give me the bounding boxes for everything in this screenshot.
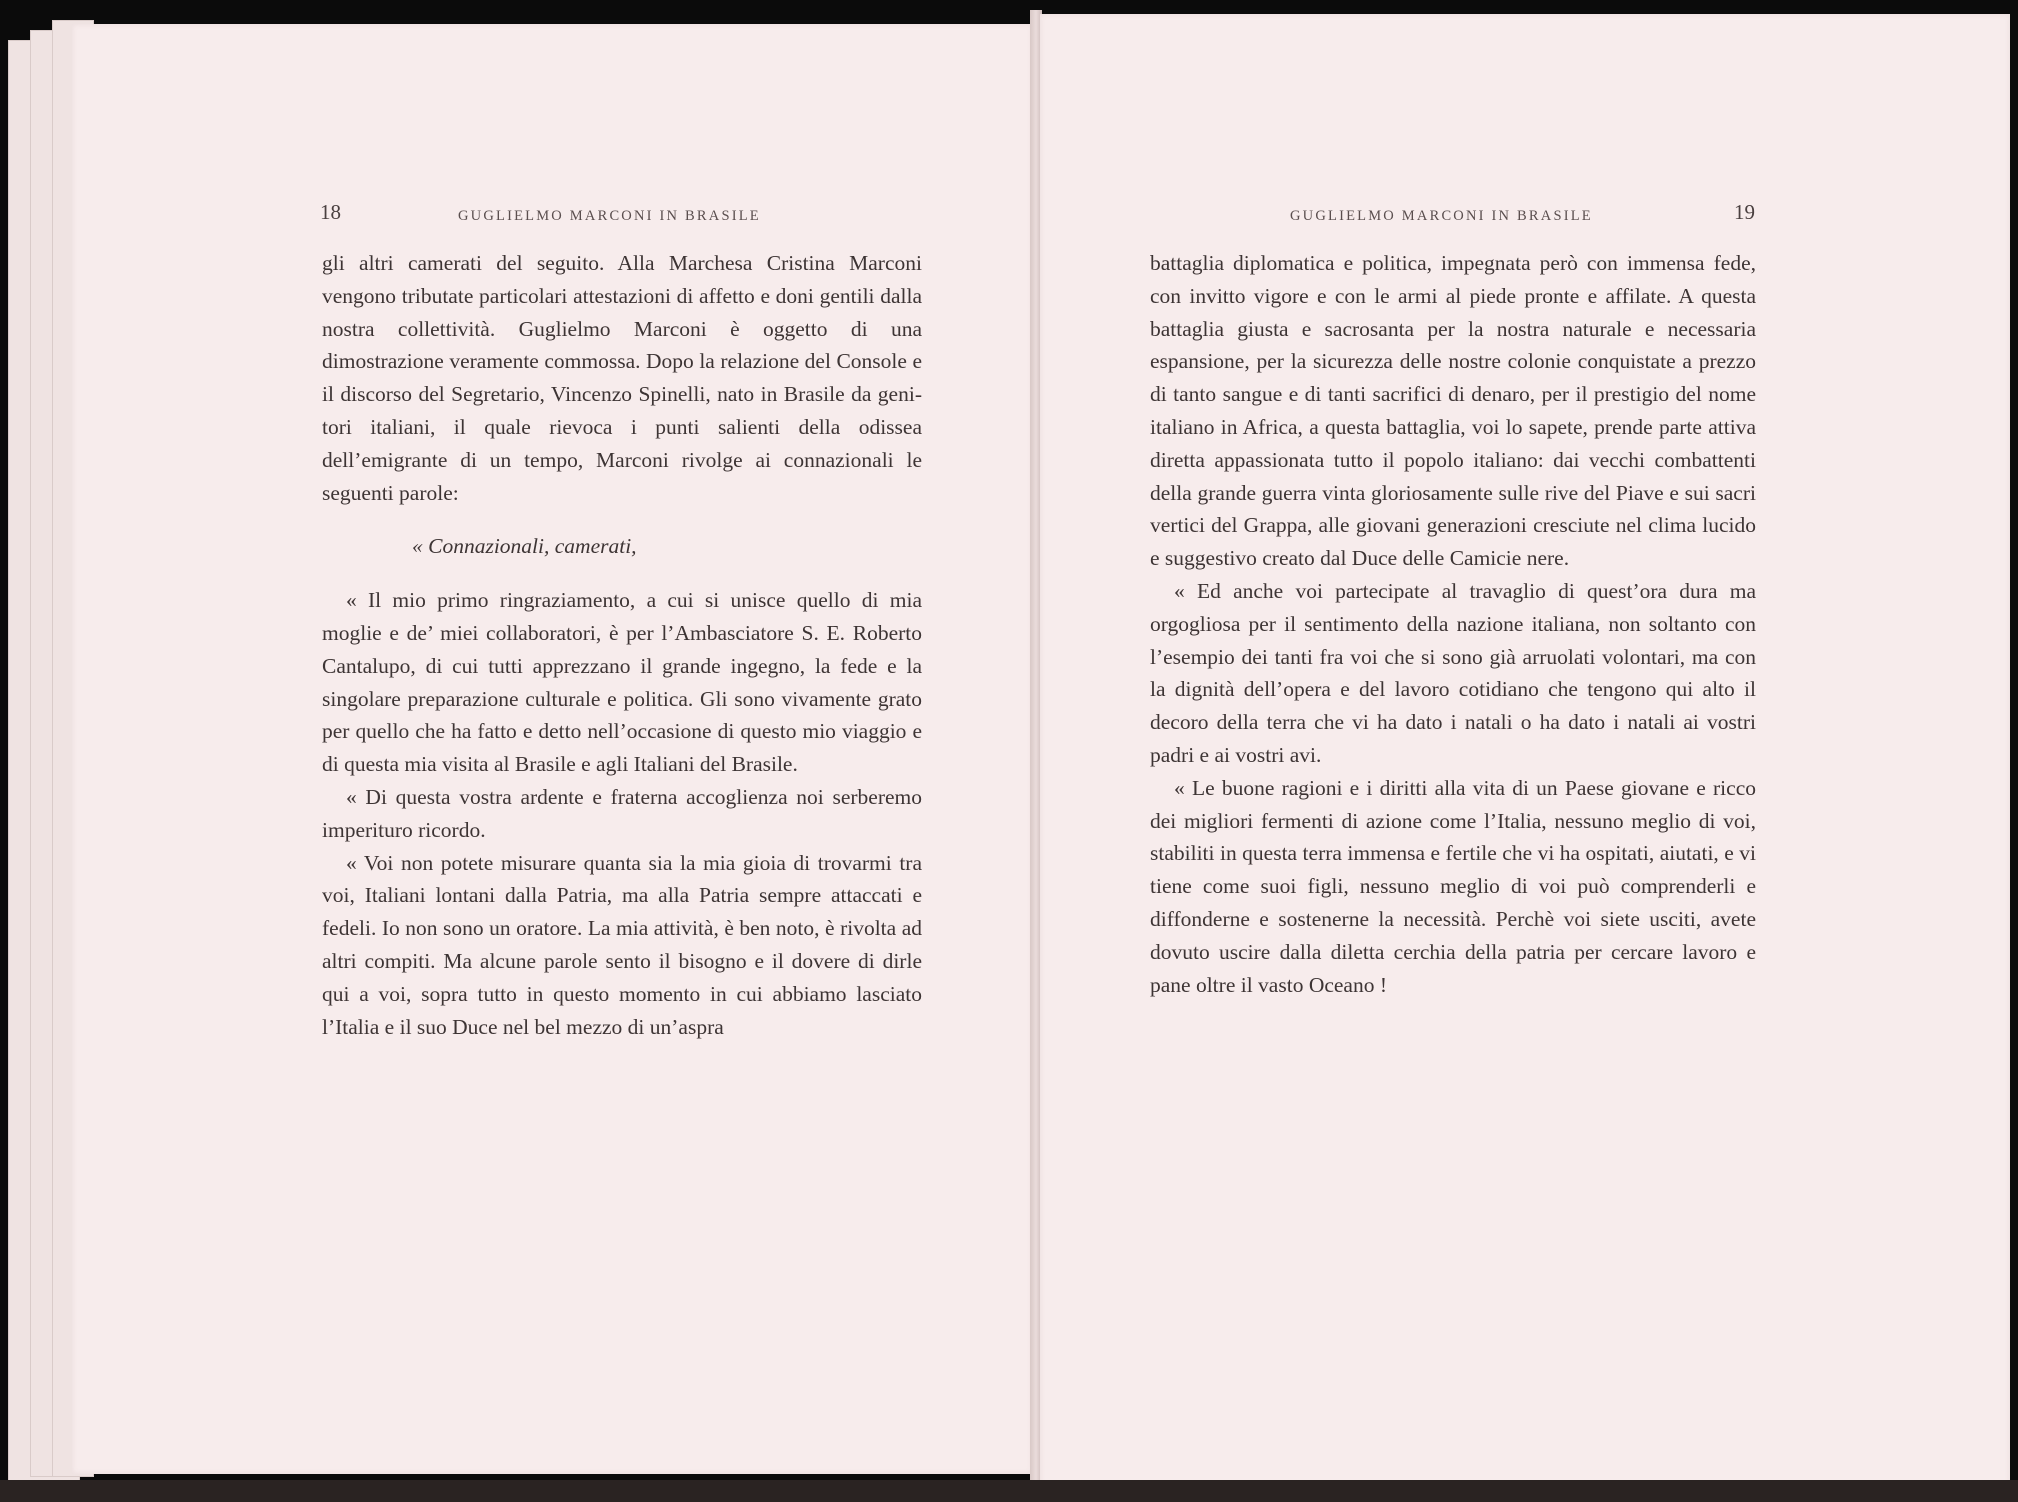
paragraph: « Il mio primo ringraziamento, a cui si unisce quello di mia moglie e de’ miei collaboratori, è per l’Ambasciatore S. E. Roberto Cantalupo, di cui tutti apprezzano il grande ingegno, la fede e la singolare preparazione culturale e politica. Gli sono vivamente grato per quello che ha fatto e detto nell’occasione di questo mio viaggio e di questa mia visita al Brasile e agli Italiani del Brasile. bbox=[322, 588, 922, 777]
salutation: « Connazionali, camerati, bbox=[412, 534, 637, 559]
paragraph: battaglia diplomatica e politica, impegnata però con immensa fede, con invitto vigore e con le armi al piede pronte e affilate. A questa battaglia giusta e sacrosanta per la nostra naturale e necessaria espansione, per la sicurezza delle nostre colonie conquistate a prezzo di tanto sangue e di tanti sacrifici di denaro, per il prestigio del nome italiano in Africa, a questa battaglia, voi lo sapete, prende parte attiva diretta appassionata tutto il popolo italiano: dai vecchi combattenti della grande guerra vinta gloriosamente sulle rive del Piave e sui sacri vertici del Grappa, alle giovani generazioni cresciute nel clima lucido e suggestivo creato dal Duce delle Camicie nere. bbox=[1150, 251, 1756, 571]
running-head-right: GUGLIELMO MARCONI IN BRASILE bbox=[1290, 208, 1593, 224]
paragraph: « Le buone ragioni e i diritti alla vita di un Paese giovane e ricco dei migliori fermenti di azione come l’Italia, nessuno meglio di voi, stabiliti in questa terra immensa e fertile che vi ha ospitati, aiutati, e vi tiene come suoi figli, nessuno meglio di voi può comprenderli e diffonderne e sostenerne la necessità. Perchè voi siete usciti, avete dovuto uscire dalla diletta cerchia della patria per cercare lavoro e pane oltre il vasto Oceano ! bbox=[1150, 775, 1756, 997]
page-number-right: 19 bbox=[1734, 200, 1755, 224]
paragraph: « Ed anche voi partecipate al travaglio di quest’ora dura ma orgogliosa per il sentimento della nazione italiana, non soltanto con l’esempio dei tanti fra voi che si sono già arruolati volontari, ma con la dignità dell’opera e del lavoro cotidiano che tengono qui alto il decoro della terra che vi ha dato i natali o ha dato i natali ai vostri padri e ai vostri avi. bbox=[1150, 578, 1756, 767]
left-page-text bbox=[322, 247, 922, 1043]
page-number-left: 18 bbox=[320, 200, 341, 224]
scan-background bbox=[0, 1480, 2018, 1502]
paragraph: gli altri camerati del seguito. Alla Marchesa Cristina Marconi vengono tributate particolari attestazioni di affetto e doni gentili dalla nostra collettività. Guglielmo Marconi è oggetto di una dimostrazione veramente commossa. Dopo la relazione del Console e il discorso del Segretario, Vincenzo Spinelli, nato in Brasile da genitori italiani, il quale rievoca i punti salienti della odissea dell’emigrante di un tempo, Marconi rivolge ai connazionali le seguenti parole: bbox=[322, 251, 922, 505]
right-page-text bbox=[1150, 247, 1756, 1001]
running-head-left: GUGLIELMO MARCONI IN BRASILE bbox=[458, 208, 761, 224]
paragraph: « Voi non potete misurare quanta sia la mia gioia di trovarmi tra voi, Italiani lontani dalla Patria, ma alla Patria sempre attaccati e fedeli. Io non sono un oratore. La mia attività, è ben noto, è rivolta ad altri compiti. Ma alcune parole sento il bisogno e il dovere di dirle qui a voi, sopra tutto in questo momento in cui abbiamo lasciato l’Italia e il suo Duce nel bel mezzo di un’aspra bbox=[322, 850, 922, 1039]
paragraph: « Di questa vostra ardente e fraterna accoglienza noi serberemo imperituro ricordo. bbox=[322, 784, 922, 842]
